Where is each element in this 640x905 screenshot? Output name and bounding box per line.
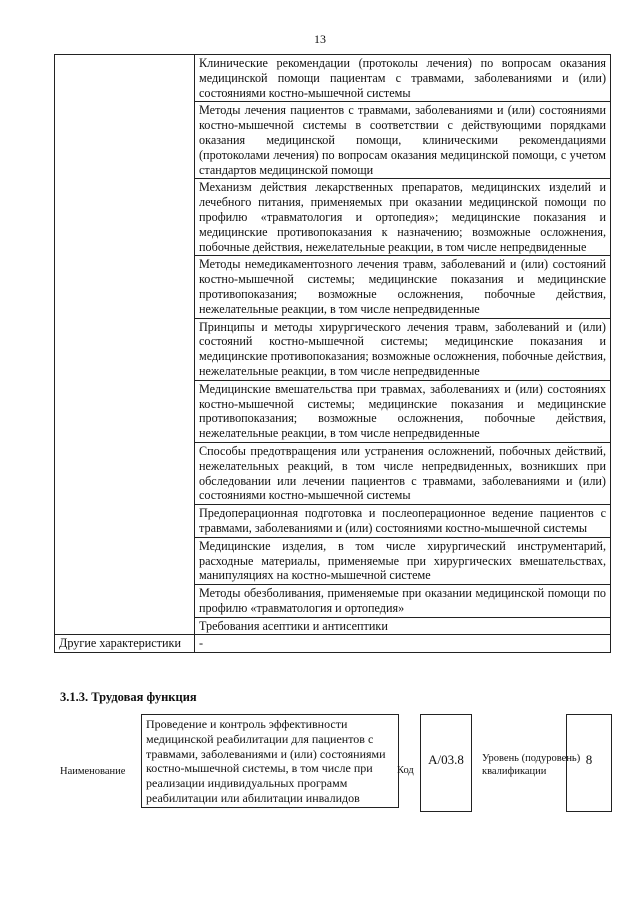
- table-row: [55, 256, 611, 318]
- other-characteristics-label: Другие характеристики: [55, 635, 195, 653]
- table-row: [55, 179, 611, 256]
- row-label-empty: [55, 380, 195, 442]
- table-row: [55, 505, 611, 538]
- labor-function-block: [54, 714, 614, 829]
- table-row: [55, 318, 611, 380]
- table-row: [55, 635, 611, 653]
- knowledge-item: Методы немедикаментозного лечения травм, заболеваний и (или) состояний костно-мышечной системы; медицинские показания и медицинские противопоказания; возможные осложнения, побочные действия, нежелательные реакции, в том числе непредвиденные: [195, 256, 611, 318]
- table-row: [55, 442, 611, 504]
- table-row: [55, 585, 611, 618]
- knowledge-item: Принципы и методы хирургического лечения травм, заболеваний и (или) состояний костно-мышечной системы; медицинские показания и медицинские противопоказания; возможные осложнения, побочные действия, нежелательные реакции, в том числе непредвиденные: [195, 318, 611, 380]
- level-value: 8: [566, 714, 612, 812]
- row-label-empty: [55, 179, 195, 256]
- knowledge-item: Способы предотвращения или устранения осложнений, побочных действий, нежелательных реакций, в том числе непредвиденных, возникших при обследовании или лечении пациентов с травмами, заболеваниями и (или) состояниями костно-мышечной системы: [195, 442, 611, 504]
- level-label: Уровень (подуровень) квалификации: [482, 753, 581, 777]
- table-row: [55, 55, 611, 102]
- knowledge-item: Требования асептики и антисептики: [195, 617, 611, 635]
- knowledge-item: Медицинские вмешательства при травмах, заболеваниях и (или) состояниях костно-мышечной системы; медицинские показания и медицинские противопоказания; возможные осложнения, побочные действия, нежелательные реакции, в том числе непредвиденные: [195, 380, 611, 442]
- knowledge-item: Механизм действия лекарственных препаратов, медицинских изделий и лечебного питания, применяемых при оказании медицинской помощи по профилю «травматология и ортопедия»; медицинские показания и медицинские противопоказания к назначению; возможные осложнения, побочные действия, нежелательные реакции, в том числе непредвиденные: [195, 179, 611, 256]
- page-number: 13: [314, 32, 326, 46]
- other-characteristics-value: -: [195, 635, 611, 653]
- knowledge-item: Клинические рекомендации (протоколы лечения) по вопросам оказания медицинской помощи пациентам с травмами, заболеваниями и (или) состояниями костно-мышечной системы: [195, 55, 611, 102]
- code-value: А/03.8: [420, 714, 472, 812]
- code-label: Код: [397, 765, 414, 776]
- name-label: Наименование: [60, 766, 126, 777]
- table-row: [55, 537, 611, 584]
- row-label-empty: [55, 318, 195, 380]
- row-label-empty: [55, 537, 195, 584]
- row-label-empty: [55, 585, 195, 618]
- row-label-empty: [55, 256, 195, 318]
- row-label-empty: [55, 102, 195, 179]
- knowledge-item: Предоперационная подготовка и послеоперационное ведение пациентов с травмами, заболеваниями и (или) состояниями костно-мышечной системы: [195, 505, 611, 538]
- knowledge-item: Медицинские изделия, в том числе хирургический инструментарий, расходные материалы, применяемые при хирургических вмешательствах, манипуляциях на костно-мышечной системе: [195, 537, 611, 584]
- row-label-empty: [55, 505, 195, 538]
- row-label-empty: [55, 55, 195, 102]
- table-row: [55, 617, 611, 635]
- table-row: [55, 380, 611, 442]
- row-label-empty: [55, 617, 195, 635]
- requirements-table: [54, 54, 611, 653]
- name-value: Проведение и контроль эффективности медицинской реабилитации для пациентов с травмами, заболеваниями и (или) состояниями костно-мышечной системы, в том числе при реализации индивидуальных программ реабилитации или абилитации инвалидов: [141, 714, 399, 808]
- section-title: 3.1.3. Трудовая функция: [60, 690, 197, 704]
- knowledge-item: Методы лечения пациентов с травмами, заболеваниями и (или) состояниями костно-мышечной системы в соответствии с действующими порядками оказания медицинской помощи, клиническими рекомендациями (протоколами лечения) по вопросам оказания медицинской помощи, с учетом стандартов медицинской помощи: [195, 102, 611, 179]
- table-row: [55, 102, 611, 179]
- row-label-empty: [55, 442, 195, 504]
- knowledge-item: Методы обезболивания, применяемые при оказании медицинской помощи по профилю «травматология и ортопедия»: [195, 585, 611, 618]
